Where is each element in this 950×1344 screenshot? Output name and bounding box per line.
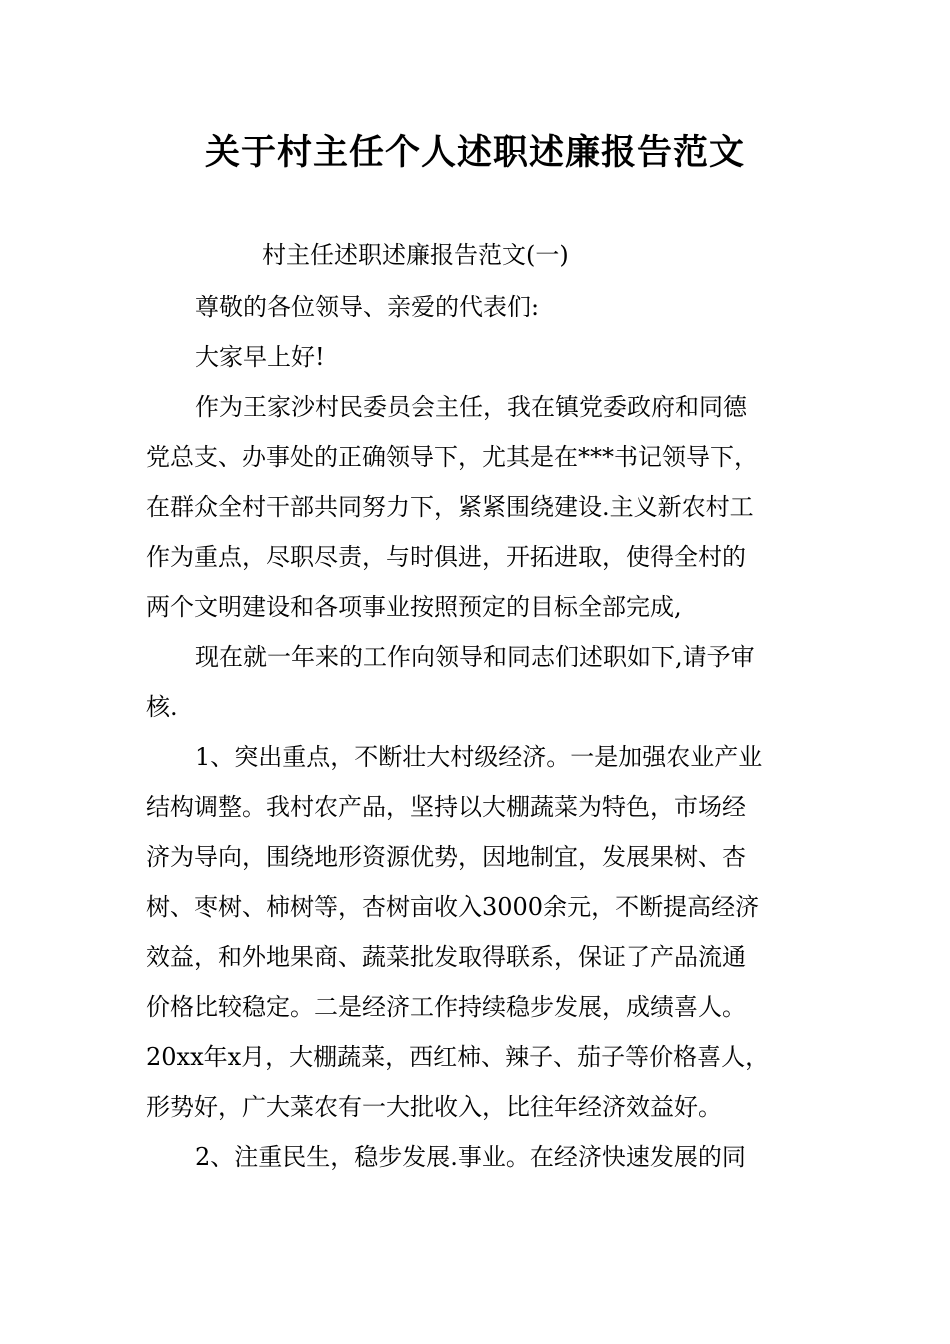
paragraph-line: 20xx年x月，大棚蔬菜，西红柿、辣子、茄子等价格喜人， (146, 1043, 770, 1071)
paragraph-line: 作为王家沙村民委员会主任，我在镇党委政府和同德 (195, 393, 747, 421)
greeting-line: 大家早上好! (195, 343, 325, 371)
paragraph-line: 1、突出重点，不断壮大村级经济。一是加强农业产业 (195, 743, 763, 771)
paragraph-line: 效益，和外地果商、蔬菜批发取得联系，保证了产品流通 (146, 943, 746, 971)
paragraph-line: 结构调整。我村农产品，坚持以大棚蔬菜为特色，市场经 (146, 793, 746, 821)
paragraph-line: 树、枣树、柿树等，杏树亩收入3000余元，不断提高经济 (146, 893, 760, 921)
paragraph-line: 在群众全村干部共同努力下，紧紧围绕建设.主义新农村工 (146, 493, 754, 521)
document-title: 关于村主任个人述职述廉报告范文 (204, 133, 745, 173)
salutation-line: 尊敬的各位领导、亲爱的代表们: (195, 293, 540, 321)
paragraph-line: 两个文明建设和各项事业按照预定的目标全部完成, (146, 593, 682, 621)
paragraph-line: 济为导向，围绕地形资源优势，因地制宜，发展果树、杏 (146, 843, 746, 871)
paragraph-line: 现在就一年来的工作向领导和同志们述职如下,请予审 (195, 643, 755, 671)
subtitle-line: 村主任述职述廉报告范文(一) (262, 241, 569, 269)
paragraph-line: 党总支、办事处的正确领导下，尤其是在***书记领导下， (146, 443, 758, 471)
paragraph-line: 核. (146, 693, 178, 721)
paragraph-line: 价格比较稳定。二是经济工作持续稳步发展，成绩喜人。 (146, 993, 746, 1021)
paragraph-line: 2、注重民生，稳步发展.事业。在经济快速发展的同 (195, 1143, 746, 1171)
paragraph-line: 形势好，广大菜农有一大批收入，比往年经济效益好。 (146, 1093, 722, 1121)
paragraph-line: 作为重点，尽职尽责，与时俱进，开拓进取，使得全村的 (146, 543, 746, 571)
